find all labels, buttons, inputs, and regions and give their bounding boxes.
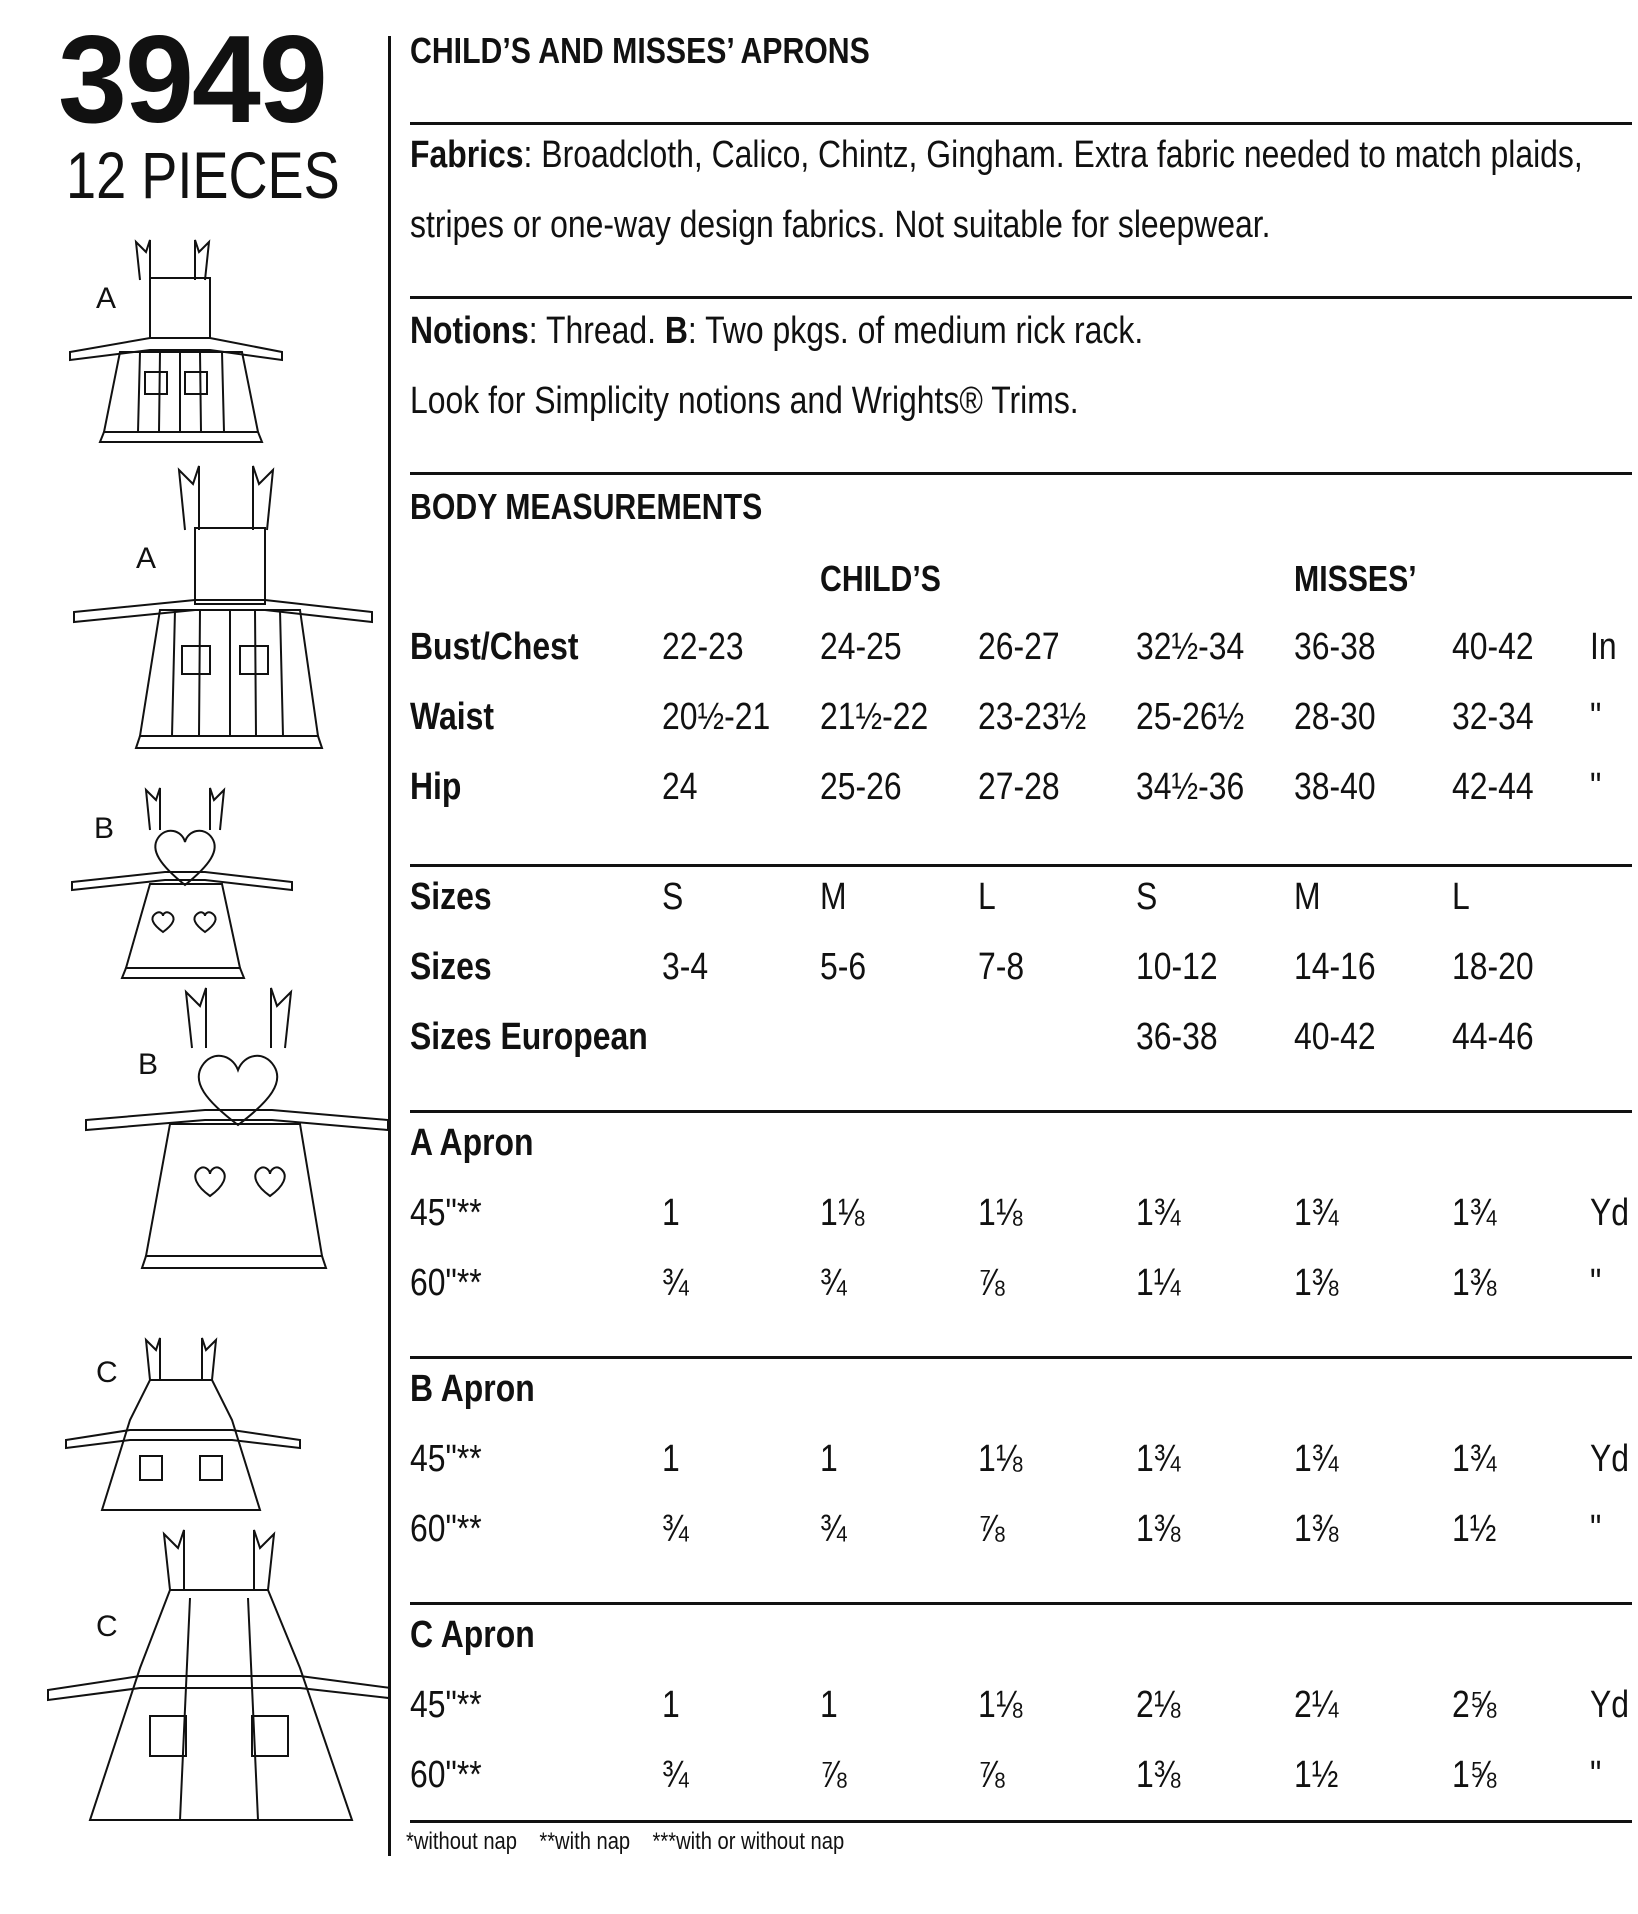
apron-a-large-drawing [74, 466, 372, 748]
yardage-unit: " [1590, 1508, 1602, 1550]
yardage-section-heading: A Apron [410, 1122, 534, 1164]
yardage-cell: 1⅜ [1452, 1262, 1497, 1304]
fabrics-line-2: stripes or one-way design fabrics. Not suitable for sleepwear. [410, 204, 1271, 246]
yardage-cell: 1⅛ [978, 1684, 1023, 1726]
size-cell: 5-6 [820, 946, 867, 988]
yardage-cell: 2¼ [1294, 1684, 1339, 1726]
size-cell: L [978, 876, 996, 918]
view-label-c-large: C [96, 1610, 118, 1643]
apron-illustrations [0, 0, 390, 1914]
measurement-cell: 27-28 [978, 766, 1060, 808]
rule [410, 1820, 1632, 1823]
pattern-number: 3949 [58, 11, 326, 149]
yardage-row-label: 45"** [410, 1438, 482, 1480]
rule [410, 122, 1632, 125]
yardage-unit: Yd [1590, 1438, 1630, 1480]
yardage-section-heading: B Apron [410, 1368, 535, 1410]
fabrics-text-1: : Broadcloth, Calico, Chintz, Gingham. Extra fabric needed to match plaids, [523, 134, 1583, 176]
group-childs: CHILD’S [820, 558, 941, 599]
measurement-cell: 25-26 [820, 766, 902, 808]
yardage-cell: 1 [820, 1684, 838, 1726]
size-cell: 3-4 [662, 946, 709, 988]
measurement-unit: " [1590, 766, 1602, 808]
yardage-section-heading: C Apron [410, 1614, 535, 1656]
yardage-cell: ⅞ [978, 1508, 1005, 1550]
yardage-unit: Yd [1590, 1192, 1630, 1234]
size-cell: 18-20 [1452, 946, 1534, 988]
measurement-cell: 42-44 [1452, 766, 1534, 808]
yardage-unit: Yd [1590, 1684, 1630, 1726]
size-cell: 14-16 [1294, 946, 1376, 988]
yardage-cell: ⅞ [978, 1262, 1005, 1304]
notions-text-c: : Two pkgs. of medium rick rack. [687, 310, 1144, 352]
size-cell: 36-38 [1136, 1016, 1218, 1058]
yardage-cell: ¾ [662, 1262, 689, 1304]
measurement-cell: 36-38 [1294, 626, 1376, 668]
fabrics-label: Fabrics [410, 134, 524, 176]
measurement-unit: In [1590, 626, 1617, 668]
yardage-cell: 1⅜ [1136, 1754, 1181, 1796]
measurement-unit: " [1590, 696, 1602, 738]
yardage-cell: 2⅝ [1452, 1684, 1497, 1726]
yardage-cell: 1⅜ [1294, 1262, 1339, 1304]
size-row-label: Sizes European [410, 1016, 648, 1058]
measurement-cell: 23-23½ [978, 696, 1087, 738]
rule [410, 1602, 1632, 1605]
measurement-cell: 22-23 [662, 626, 744, 668]
size-cell: M [820, 876, 847, 918]
yardage-row-label: 60"** [410, 1508, 482, 1550]
size-cell: 40-42 [1294, 1016, 1376, 1058]
yardage-cell: ⅞ [820, 1754, 847, 1796]
measurement-cell: 20½-21 [662, 696, 771, 738]
measurement-row-label: Hip [410, 766, 462, 808]
rule [410, 472, 1632, 475]
size-cell: 44-46 [1452, 1016, 1534, 1058]
measurement-cell: 21½-22 [820, 696, 929, 738]
yardage-cell: 1 [662, 1684, 680, 1726]
measurement-row-label: Bust/Chest [410, 626, 579, 668]
measurement-cell: 28-30 [1294, 696, 1376, 738]
rule [410, 1110, 1632, 1113]
pattern-title: CHILD’S AND MISSES’ APRONS [410, 30, 870, 71]
view-label-a-large: A [136, 542, 157, 575]
yardage-row-label: 60"** [410, 1754, 482, 1796]
view-label-c-small: C [96, 1356, 118, 1389]
notions-view-b: B [664, 310, 688, 352]
view-label-b-small: B [94, 812, 115, 845]
rule [410, 1356, 1632, 1359]
measurement-cell: 25-26½ [1136, 696, 1245, 738]
yardage-cell: 1 [662, 1192, 680, 1234]
yardage-cell: 1⅝ [1452, 1754, 1497, 1796]
yardage-cell: 1¾ [1136, 1192, 1181, 1234]
measurement-cell: 32-34 [1452, 696, 1534, 738]
yardage-unit: " [1590, 1754, 1602, 1796]
apron-a-small-drawing [70, 240, 282, 442]
fabrics-line-1 [410, 134, 1583, 177]
apron-b-large-drawing [86, 988, 388, 1268]
yardage-cell: ¾ [820, 1262, 847, 1304]
yardage-unit: " [1590, 1262, 1602, 1304]
notions-label: Notions [410, 310, 529, 352]
measurement-cell: 34½-36 [1136, 766, 1245, 808]
size-row-label: Sizes [410, 876, 492, 918]
group-misses: MISSES’ [1294, 558, 1417, 599]
view-label-b-large: B [138, 1048, 159, 1081]
yardage-cell: 1⅜ [1294, 1508, 1339, 1550]
measurement-row-label: Waist [410, 696, 494, 738]
notions-line-1 [410, 310, 1143, 353]
rule [410, 864, 1632, 867]
body-measurements-heading: BODY MEASUREMENTS [410, 486, 763, 527]
yardage-cell: 1¾ [1452, 1438, 1497, 1480]
yardage-cell: 1⅛ [978, 1438, 1023, 1480]
pieces-count: 12 PIECES [66, 138, 340, 212]
rule [410, 296, 1632, 299]
measurement-cell: 26-27 [978, 626, 1060, 668]
yardage-cell: 1¾ [1136, 1438, 1181, 1480]
yardage-cell: 1⅛ [978, 1192, 1023, 1234]
measurement-cell: 24-25 [820, 626, 902, 668]
measurement-cell: 24 [662, 766, 698, 808]
footnote: *without nap **with nap ***with or without nap [406, 1828, 845, 1855]
measurement-cell: 40-42 [1452, 626, 1534, 668]
yardage-cell: 1 [820, 1438, 838, 1480]
yardage-cell: 1⅛ [820, 1192, 865, 1234]
yardage-cell: 1¼ [1136, 1262, 1181, 1304]
yardage-cell: 1¾ [1452, 1192, 1497, 1234]
notions-text-a: : Thread. [528, 310, 665, 352]
size-cell: M [1294, 876, 1321, 918]
yardage-cell: 1⅜ [1136, 1508, 1181, 1550]
yardage-cell: 1¾ [1294, 1192, 1339, 1234]
measurement-cell: 38-40 [1294, 766, 1376, 808]
yardage-cell: 1¾ [1294, 1438, 1339, 1480]
yardage-row-label: 45"** [410, 1192, 482, 1234]
size-cell: L [1452, 876, 1470, 918]
size-cell: 10-12 [1136, 946, 1218, 988]
apron-c-large-drawing [48, 1530, 390, 1820]
size-cell: S [1136, 876, 1158, 918]
yardage-cell: ¾ [662, 1754, 689, 1796]
yardage-cell: 1½ [1452, 1508, 1497, 1550]
size-cell: S [662, 876, 684, 918]
measurement-cell: 32½-34 [1136, 626, 1245, 668]
view-label-a-small: A [96, 282, 117, 315]
yardage-cell: 1½ [1294, 1754, 1339, 1796]
yardage-row-label: 60"** [410, 1262, 482, 1304]
notions-line-2: Look for Simplicity notions and Wrights® Trims. [410, 380, 1079, 422]
yardage-cell: ¾ [662, 1508, 689, 1550]
yardage-row-label: 45"** [410, 1684, 482, 1726]
yardage-cell: 1 [662, 1438, 680, 1480]
size-row-label: Sizes [410, 946, 492, 988]
yardage-cell: ⅞ [978, 1754, 1005, 1796]
yardage-cell: 2⅛ [1136, 1684, 1181, 1726]
size-cell: 7-8 [978, 946, 1025, 988]
yardage-cell: ¾ [820, 1508, 847, 1550]
